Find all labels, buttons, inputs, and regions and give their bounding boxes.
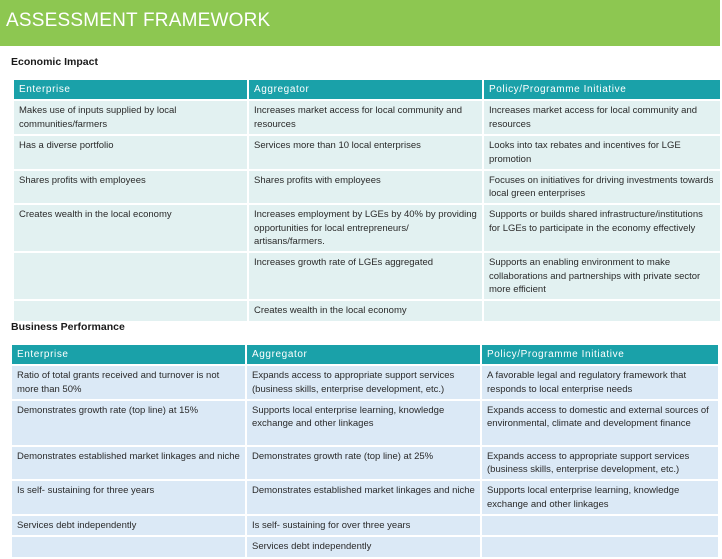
table-cell: Supports local enterprise learning, knowledge exchange and other linkages: [247, 401, 480, 445]
table-row: [12, 401, 718, 445]
table-row: [12, 366, 718, 399]
table-cell: [14, 253, 247, 299]
table-cell: Increases growth rate of LGEs aggregated: [249, 253, 482, 299]
business-performance-table: [10, 343, 720, 559]
table-row: [12, 537, 718, 556]
title-bar: [0, 0, 720, 46]
table-row: [14, 101, 720, 134]
table-cell: Has a diverse portfolio: [14, 136, 247, 169]
table-cell: Shares profits with employees: [249, 171, 482, 204]
table-cell: Demonstrates growth rate (top line) at 25%: [247, 447, 480, 480]
table-cell: Creates wealth in the local economy: [249, 301, 482, 320]
table-cell: Is self- sustaining for three years: [12, 481, 245, 514]
economic-impact-title: Economic Impact: [11, 56, 98, 68]
table-cell: Services debt independently: [247, 537, 480, 556]
economic-impact-table: [12, 78, 722, 323]
table-cell: Is self- sustaining for over three years: [247, 516, 480, 535]
business-performance-title: Business Performance: [11, 321, 125, 333]
table-cell: Demonstrates established market linkages and niche: [247, 481, 480, 514]
table-cell: Makes use of inputs supplied by local communities/farmers: [14, 101, 247, 134]
table-header-row: [12, 345, 718, 364]
table-cell: A favorable legal and regulatory framework that responds to local enterprise needs: [482, 366, 718, 399]
table-cell: [12, 537, 245, 556]
table-row: [14, 171, 720, 204]
table-row: [12, 447, 718, 480]
table-cell: Creates wealth in the local economy: [14, 205, 247, 251]
table-cell: Shares profits with employees: [14, 171, 247, 204]
column-header-enterprise: Enterprise: [14, 80, 247, 99]
table-row: [12, 516, 718, 535]
table-cell: Supports an enabling environment to make collaborations and partnerships with private sector more efficient: [484, 253, 720, 299]
table-row: [14, 136, 720, 169]
table-cell: Increases market access for local community and resources: [484, 101, 720, 134]
table-cell: Supports local enterprise learning, knowledge exchange and other linkages: [482, 481, 718, 514]
table-cell: Expands access to appropriate support services (business skills, enterprise development, etc.): [482, 447, 718, 480]
table-cell: [14, 301, 247, 320]
column-header-aggregator: Aggregator: [249, 80, 482, 99]
table-row: [14, 205, 720, 251]
table-cell: Ratio of total grants received and turnover is not more than 50%: [12, 366, 245, 399]
table-cell: Demonstrates growth rate (top line) at 15%: [12, 401, 245, 445]
table-cell: [482, 537, 718, 556]
column-header-policy: Policy/Programme Initiative: [484, 80, 720, 99]
table-cell: Increases employment by LGEs by 40% by providing opportunities for local entrepreneurs/ artisans/farmers.: [249, 205, 482, 251]
table-cell: Expands access to appropriate support services (business skills, enterprise development, etc.): [247, 366, 480, 399]
table-row: [14, 301, 720, 320]
table-cell: Expands access to domestic and external sources of environmental, climate and development finance: [482, 401, 718, 445]
table-row: [14, 253, 720, 299]
page-title: ASSESSMENT FRAMEWORK: [6, 10, 271, 31]
table-cell: [482, 516, 718, 535]
table-cell: Looks into tax rebates and incentives for LGE promotion: [484, 136, 720, 169]
table-cell: Services more than 10 local enterprises: [249, 136, 482, 169]
table-cell: Supports or builds shared infrastructure/institutions for LGEs to participate in the economy effectively: [484, 205, 720, 251]
table-cell: Services debt independently: [12, 516, 245, 535]
table-header-row: [14, 80, 720, 99]
column-header-policy: Policy/Programme Initiative: [482, 345, 718, 364]
table-cell: Increases market access for local community and resources: [249, 101, 482, 134]
column-header-aggregator: Aggregator: [247, 345, 480, 364]
table-cell: Demonstrates established market linkages and niche: [12, 447, 245, 480]
table-cell: [484, 301, 720, 320]
table-row: [12, 481, 718, 514]
table-cell: Focuses on initiatives for driving investments towards local green enterprises: [484, 171, 720, 204]
column-header-enterprise: Enterprise: [12, 345, 245, 364]
